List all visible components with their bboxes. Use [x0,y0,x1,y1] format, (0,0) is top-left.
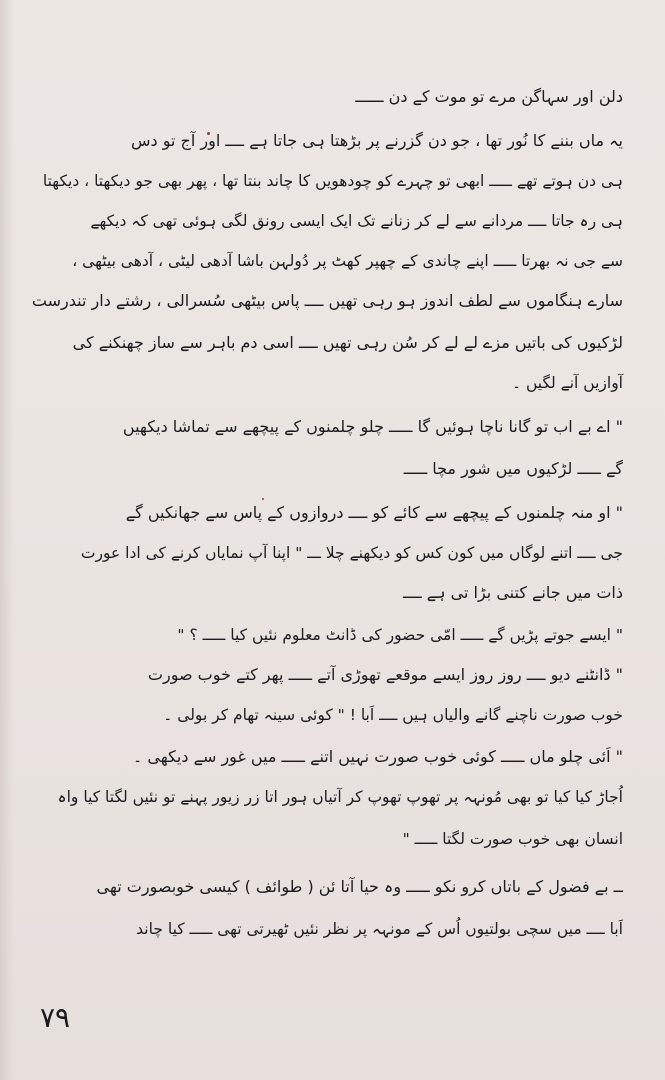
text-line: " او منہ چلمنوں کے پیچھے سے کائے کو ــــ دروازوں کے پاس سے جھانکیں گے [125,503,623,522]
text-line: دلن اور سہاگن مرے تو موت کے دن ــــــ [355,87,623,106]
text-line: " اَئی چلو ماں ـــــ کوئی خوب صورت نہیں اتنے ـــــ میں غور سے دیکھی ۔ [132,747,623,766]
text-line: " اے بے اب تو گانا ناچا ہوئیں گا ـــــ چلو چلمنوں کے پیچھے سے تماشا دیکھیں [122,417,623,436]
text-line: سے جی نہ بھرتا ـــــ اپنے چاندی کے چھپر کھٹ پر دُولہن باشا آدھی لیٹی ، آدھی بیٹھی ، [72,252,623,270]
text-line: ــ بے فضول کے باتاں کرو نکو ـــــ وہ حیا آتا ئن ( طوائف ) کیسی خوبصورت تھی [96,877,623,896]
text-line: یہ ماں بننے کا نُور تھا ، جو دن گزرنے پر بڑھتا ہی جاتا ہے ــــ اور آج تو دس [130,131,623,150]
text-line: اُجاڑ کیا کیا تو بھی مُونہہ پر تھوپ تھوپ کر آتیاں ہور اتا زر زیور پہنے تو نئیں لگتا کیا واہ [57,788,623,806]
text-line: لڑکیوں کی باتیں مزے لے لے کر سُن رہی تھیں ــــ اسی دم باہر سے ساز چھنکنے کی [72,333,623,352]
text-line: اَبا ــــ میں سچی بولتیوں اُس کے مونہہ پر نظر نئیں ٹھیرتی تھی ـــــ کیا چاند [136,920,623,938]
text-line: سارے ہنگاموں سے لطف اندوز ہو رہی تھیں ــــ پاس بیٹھی سُسرالی ، رشتے دار تندرست [31,291,623,310]
text-line: خوب صورت ناچنے گانے والیاں ہیں ــــ اَبا ! " کوئی سینہ تھام کر بولی ۔ [163,706,623,724]
text-line: گے ـــــ لڑکیوں میں شور مچا ـــــ [403,459,623,478]
text-line: انسان بھی خوب صورت لگتا ـــــ " [402,830,623,848]
text-line: جی ــــ اتنے لوگاں میں کون کس کو دیکھنے چلا ـــ " اپنا آپ نمایاں کرنے کی ادا عورت [80,544,623,562]
text-line: ہی دن ہوتے تھے ـــــ ابھی تو چہرے کو چودھویں کا چاند بنتا تھا ، پھر بھی جو دیکھتا ، دیکھتا [42,172,623,190]
page-edge-shadow [0,0,14,1080]
text-line: آوازیں آنے لگیں ۔ [511,374,623,392]
text-line: ہی رہ جاتا ــــ مردانے سے لے کر زنانے تک ایک ایسی رونق لگی ہوئی تھی کہ دیکھے [90,212,623,230]
page-number: ۷۹ [40,1001,71,1034]
text-line: " ایسے جوتے پڑیں گے ـــــ امّی حضور کی ڈانٹ معلوم نئیں کیا ـــــ ؟ " [177,626,623,644]
text-line: ذات میں جانے کتنی بڑا تی ہے ــــ [402,583,623,602]
text-line: " ڈانٹنے دیو ــــ روز روز ایسے موقعے تھوڑی آتے ـــــ پھر کتے خوب صورت [147,665,623,684]
